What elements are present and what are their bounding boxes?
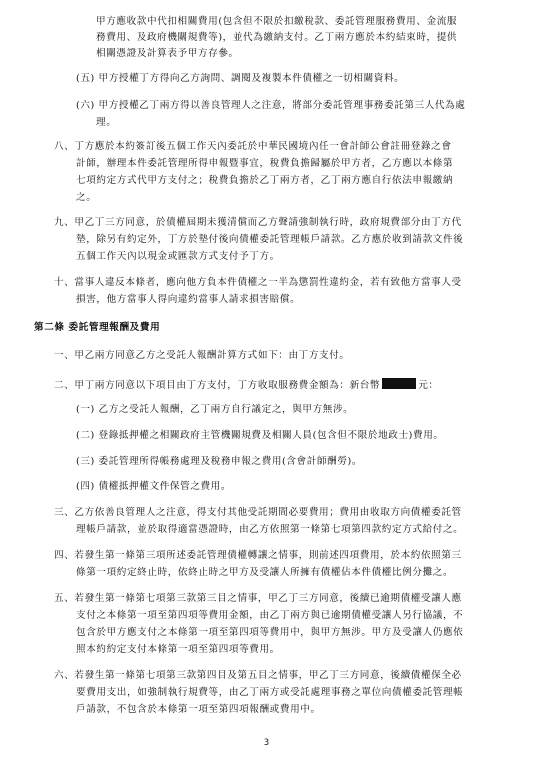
text-line: 支付之本條第一項至第四項等費用金額，由乙丁兩方與已逾期債權受讓人另行協議，不 [76,610,464,621]
text-line: 損害，他方當事人得向違約當事人請求損害賠償。 [76,294,301,305]
text-segment: 元： [418,380,439,391]
text-line: 理帳戶請款，並於取得適當憑證時，由乙方依照第一條第七項第四款約定方式給付之。 [76,524,464,535]
page-number: 3 [263,738,270,748]
text-line: 一、甲乙兩方同意乙方之受託人報酬計算方式如下：由丁方支付。 [54,350,350,361]
section-heading: 第二條 委託管理報酬及費用 [34,322,161,333]
text-line: (二) 登錄抵押權之相關政府主管機關規費及相關人員(包含但不限於地政士)費用。 [76,430,444,441]
text-line: 七項約定方式代甲方支付之；稅費負擔於乙丁兩方者，乙丁兩方應自行依法申報繳納 [76,175,454,186]
text-line: (四) 債權抵押權文件保管之費用。 [76,481,232,492]
text-line: 務費用、及政府機關規費等)，並代為繳納支付。乙丁兩方應於本約結束時，提供 [96,32,458,43]
text-line: 之。 [76,192,97,203]
text-line: 三、乙方依善良管理人之注意，得支付其他受託期間必要費用；費用由收取方向債權委託管 [54,507,462,518]
text-line: 五個工作天內以現金或匯款方式支付予丁方。 [76,251,280,262]
text-line: 六、若發生第一條第七項第三款第四目及第五目之情事，甲乙丁三方同意，後續債權保全必 [54,670,462,681]
text-line: (六) 甲方授權乙丁兩方得以善良管理人之注意，將部分委託管理事務委託第三人代為處 [76,100,466,111]
text-line: 要費用支出，如強制執行規費等，由乙丁兩方或受託處理事務之單位向債權委託管理帳 [76,687,464,698]
text-line: 墊，除另有約定外，丁方於墊付後向債權委託管理帳戶請款。乙方應於收到請款文件後 [76,234,464,245]
text-line: (一) 乙方之受託人報酬，乙丁兩方自行議定之，與甲方無涉。 [76,404,354,415]
text-line: 九、甲乙丁三方同意，於債權屆期未獲清償而乙方聲請強制執行時，政府規費部分由丁方代 [54,217,462,228]
text-line: 四、若發生第一條第三項所述委託管理債權轉讓之情事，則前述四項費用，於本約依照第三 [54,550,462,561]
text-line: 相關憑證及計算表予甲方存參。 [96,48,239,59]
text-line: 十、當事人違反本條者，應向他方負本件債權之一半為懲罰性違約金，若有致他方當事人受 [54,277,462,288]
text-line: 八、丁方應於本約簽訂後五個工作天內委託於中華民國境內任一會計師公會註冊登錄之會 [54,141,452,152]
redacted-amount [382,378,416,389]
text-line: 計師，辦理本件委託管理所得申報暨事宜，稅費負擔歸屬於甲方者，乙方應以本條第 [76,158,454,169]
text-line [54,378,439,392]
text-line: 包含於甲方應支付之本條第一項至第四項等費用中，與甲方無涉。甲方及受讓人仍應依 [76,627,464,638]
text-line: 條第一項約定終止時，依終止時之甲方及受讓人所擁有債權佔本件債權比例分攤之。 [76,567,454,578]
text-line: 理。 [96,117,117,128]
text-line: (五) 甲方授權丁方得向乙方詢問、調閱及複製本件債權之一切相關資料。 [76,73,405,84]
text-line: (三) 委託管理所得帳務處理及稅務申報之費用(含會計師酬勞)。 [76,456,363,467]
text-line: 五、若發生第一條第七項第三款第三目之情事，甲乙丁三方同意，後續已逾期債權受讓人應 [54,593,462,604]
text-line: 甲方應收款中代扣相關費用(包含但不限於扣繳稅款、委託管理服務費用、金流服 [96,16,458,27]
text-line: 戶請款，不包含於本條第一項至第四項報酬或費用中。 [76,704,321,715]
text-line: 照本約約定支付本條第一項至第四項等費用。 [76,644,280,655]
text-segment: 二、甲丁兩方同意以下項目由丁方支付，丁方收取服務費金額為：新台幣 [54,380,381,391]
